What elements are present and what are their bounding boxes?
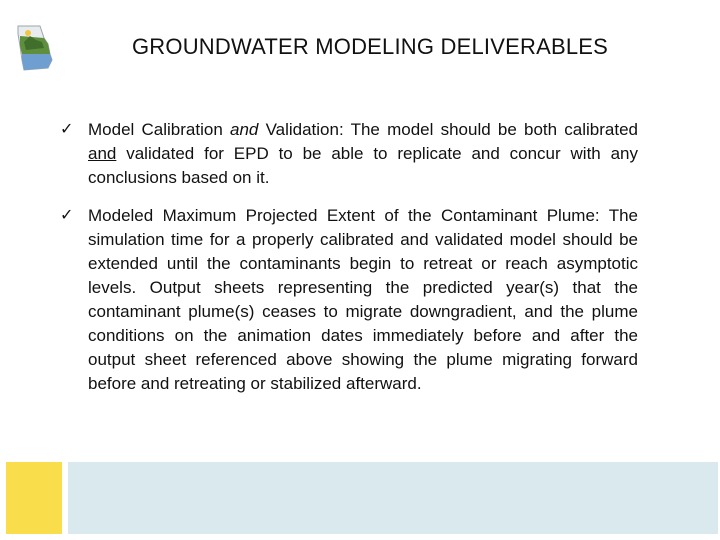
list-item (60, 118, 638, 190)
page-title: GROUNDWATER MODELING DELIVERABLES (131, 34, 608, 59)
bullet-text-part: Validation: The model should be both calibrated (258, 120, 639, 139)
bullet-text-part: Model Calibration (88, 120, 230, 139)
list-item (60, 204, 638, 396)
bullet-text (88, 118, 638, 190)
checkmark-icon: ✓ (60, 207, 74, 224)
deliverables-list (60, 118, 638, 410)
footer-blue-bar (68, 462, 718, 534)
checkmark-icon: ✓ (60, 121, 74, 138)
bullet-text-part: validated for EPD to be able to replicate and concur with any conclusions based on it. (88, 144, 638, 187)
underlined-and: and (88, 144, 117, 163)
georgia-state-map-logo-icon (14, 24, 58, 72)
bullet-text: Modeled Maximum Projected Extent of the Contaminant Plume: The simulation time for a properly calibrated and validated model should be extended until the contaminants begin to retreat or reach asymptotic levels. Output sheets representing the predicted year(s) that the contaminant plume(s) ceases to migrate downgradient, and the plume conditions on the animation dates immediately before and after the output sheet referenced above showing the plume migrating forward before and retreating or stabilized afterward. (88, 206, 638, 393)
footer-yellow-block (6, 462, 62, 534)
emphasis-and: and (229, 120, 259, 139)
